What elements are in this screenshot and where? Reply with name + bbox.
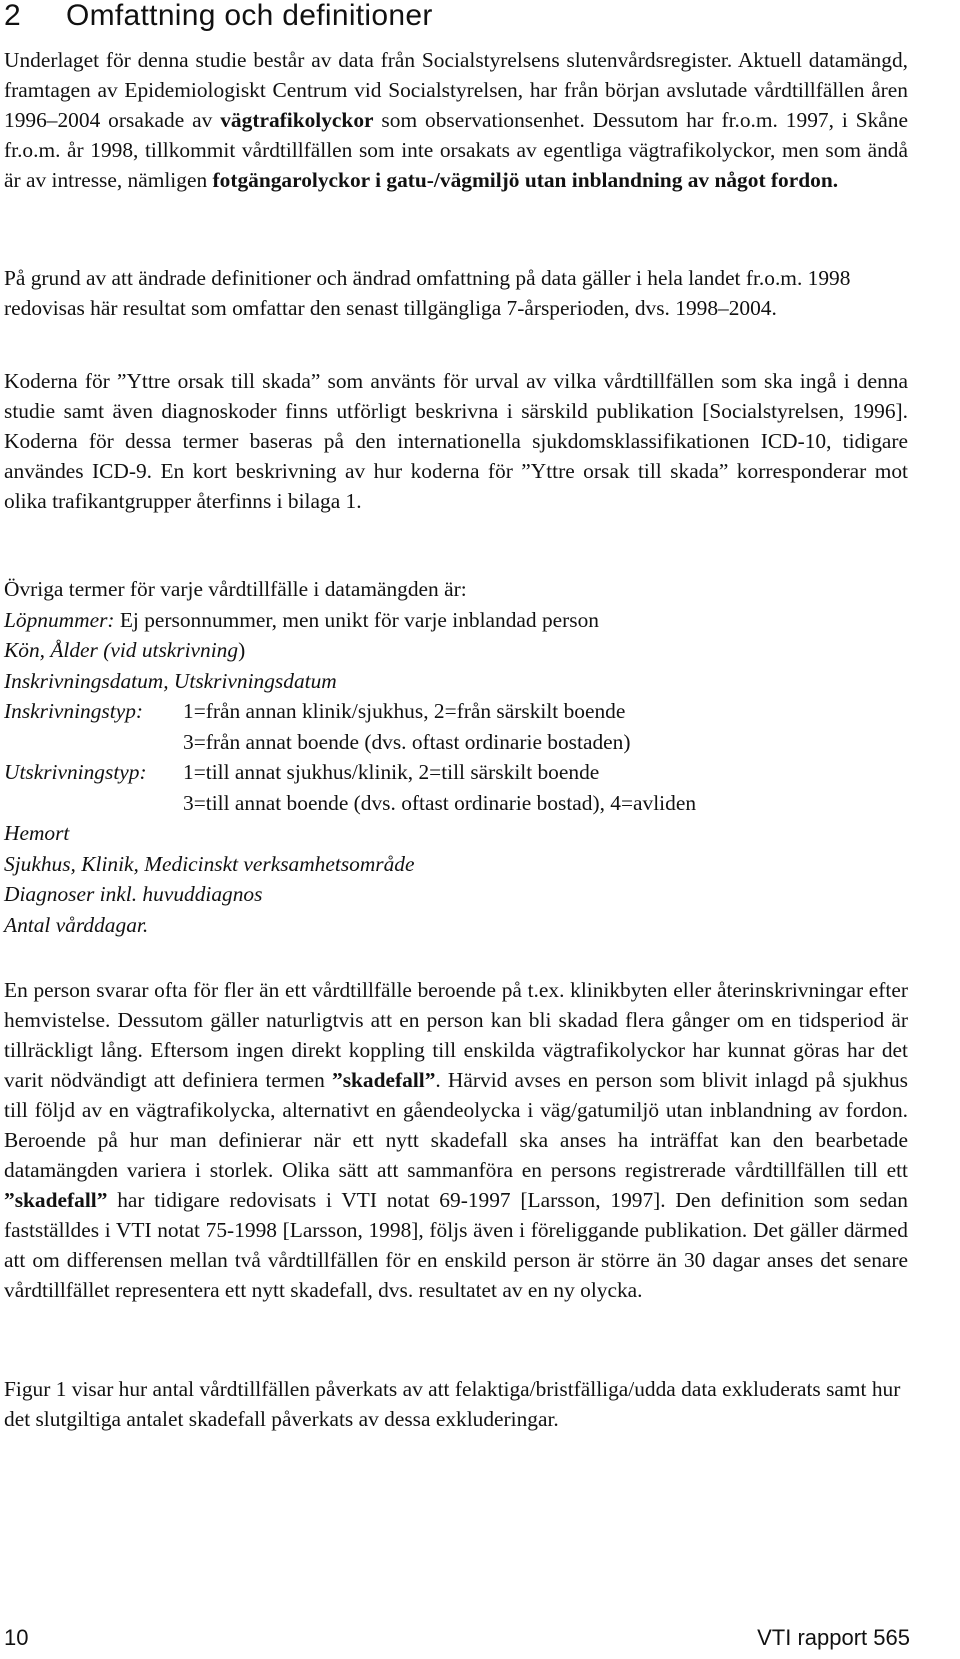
emphasis-fotgangarolyckor: fotgängarolyckor i gatu-/vägmiljö utan inblandning av något fordon. [212,168,839,192]
section-heading [4,0,433,34]
term-hemort: Hemort [4,821,70,845]
emphasis-skadefall-1: ”skadefall” [332,1068,436,1092]
paragraph-skadefall: En person svarar ofta för fler än ett vårdtillfälle beroende på t.ex. klinikbyten eller återinskrivningar efter hemvistelse. Dessutom gäller naturligtvis att en person kan bli skadad flera gånger om en tidsperiod är tillräckligt lång. Eftersom ingen direkt koppling till enskilda vägtrafikolyckor har kunnat göras har det varit nödvändigt att definiera termen ”skadefall”. Härvid avses en person som blivit inlagd på sjukhus till följd av en vägtrafikolycka, alternativt en gåendeolycka i väg/gatumiljö utan inblandning av fordon. Beroende på hur man definierar när ett nytt skadefall ska anses ha inträffat kan den bearbetade datamängden variera i storlek. Olika sätt att sammanföra en persons registrerade vårdtillfällen till ett ”skadefall” har tidigare redovisats i VTI notat 69-1997 [Larsson, 1997]. Den definition som sedan fastställdes i VTI notat 75-1998 [Larsson, 1998], följs även i föreliggande publikation. Det gäller därmed att om differensen mellan två vårdtillfällen för en enskild person är större än 30 dagar anses det senare vårdtillfället representera ett nytt skadefall, dvs. resultatet av en ny olycka. [4,978,908,1302]
term-list-intro: Övriga termer för varje vårdtillfälle i datamängden är: [4,577,467,601]
paragraph-scope: På grund av att ändrade definitioner och ändrad omfattning på data gäller i hela landet fr.o.m. 1998 redovisas här resultat som omfattar den senast tillgängliga 7-årsperioden, dvs. 1998–2004. [4,266,851,320]
term-antal: Antal vårddagar. [4,912,149,937]
term-kon-alder: Kön, Ålder (vid utskrivning) [4,638,246,662]
section-number: 2 [4,0,21,32]
term-lopnummer: Löpnummer: Ej personnummer, men unikt för varje inblandad person [4,607,599,632]
paragraph-codes: Koderna för ”Yttre orsak till skada” som använts för urval av vilka vårdtillfällen som ska ingå i denna studie samt även diagnoskoder finns utförligt beskrivna i särskild publikation [Socialstyrelsen, 1996]. Koderna för dessa termer baseras på den internationella sjukdomsklassifikationen ICD-10, tidigare användes ICD-9. En kort beskrivning av hur koderna för ”Yttre orsak till skada” korresponderar mot olika trafikantgrupper återfinns i bilaga 1. [4,369,908,513]
term-list [4,574,908,940]
paragraph-figure-reference: Figur 1 visar hur antal vårdtillfällen påverkats av att felaktiga/bristfälliga/udda data exkluderats samt hur det slutgiltiga antalet skadefall påverkats av dessa exkluderingar. [4,1377,901,1431]
section-title: Omfattning och definitioner [66,0,433,32]
term-utskrivningstyp: Utskrivningstyp: 1=till annat sjukhus/klinik, 2=till särskilt boende [4,760,600,784]
page-number: 10 [4,1625,29,1650]
term-sjukhus: Sjukhus, Klinik, Medicinskt verksamhetsområde [4,851,415,876]
term-utskrivningstyp-cont: 3=till annat boende (dvs. oftast ordinarie bostad), 4=avliden [183,790,697,815]
term-inskrivningstyp: Inskrivningstyp: 1=från annan klinik/sjukhus, 2=från särskilt boende [4,699,626,723]
term-diagnoser: Diagnoser inkl. huvuddiagnos [4,882,263,906]
term-inskrivningstyp-cont: 3=från annat boende (dvs. oftast ordinarie bostaden) [183,729,631,754]
term-datum: Inskrivningsdatum, Utskrivningsdatum [4,668,337,693]
emphasis-skadefall-2: ”skadefall” [4,1188,108,1212]
report-name: VTI rapport 565 [757,1625,910,1650]
paragraph-data-source: Underlaget för denna studie består av data från Socialstyrelsens slutenvårdsregister. Aktuell datamängd, framtagen av Epidemiologiskt Centrum vid Socialstyrelsen, har från början avslutade vårdtillfällen åren 1996–2004 orsakade av vägtrafikolyckor som observationsenhet. Dessutom har fr.o.m. 1997, i Skåne fr.o.m. år 1998, tillkommit vårdtillfällen som inte orsakats av egentliga vägtrafikolyckor, men som ändå är av intresse, nämligen fotgängarolyckor i gatu-/vägmiljö utan inblandning av något fordon. [4,48,908,192]
emphasis-vagtrafikolyckor: vägtrafikolyckor [220,108,374,132]
